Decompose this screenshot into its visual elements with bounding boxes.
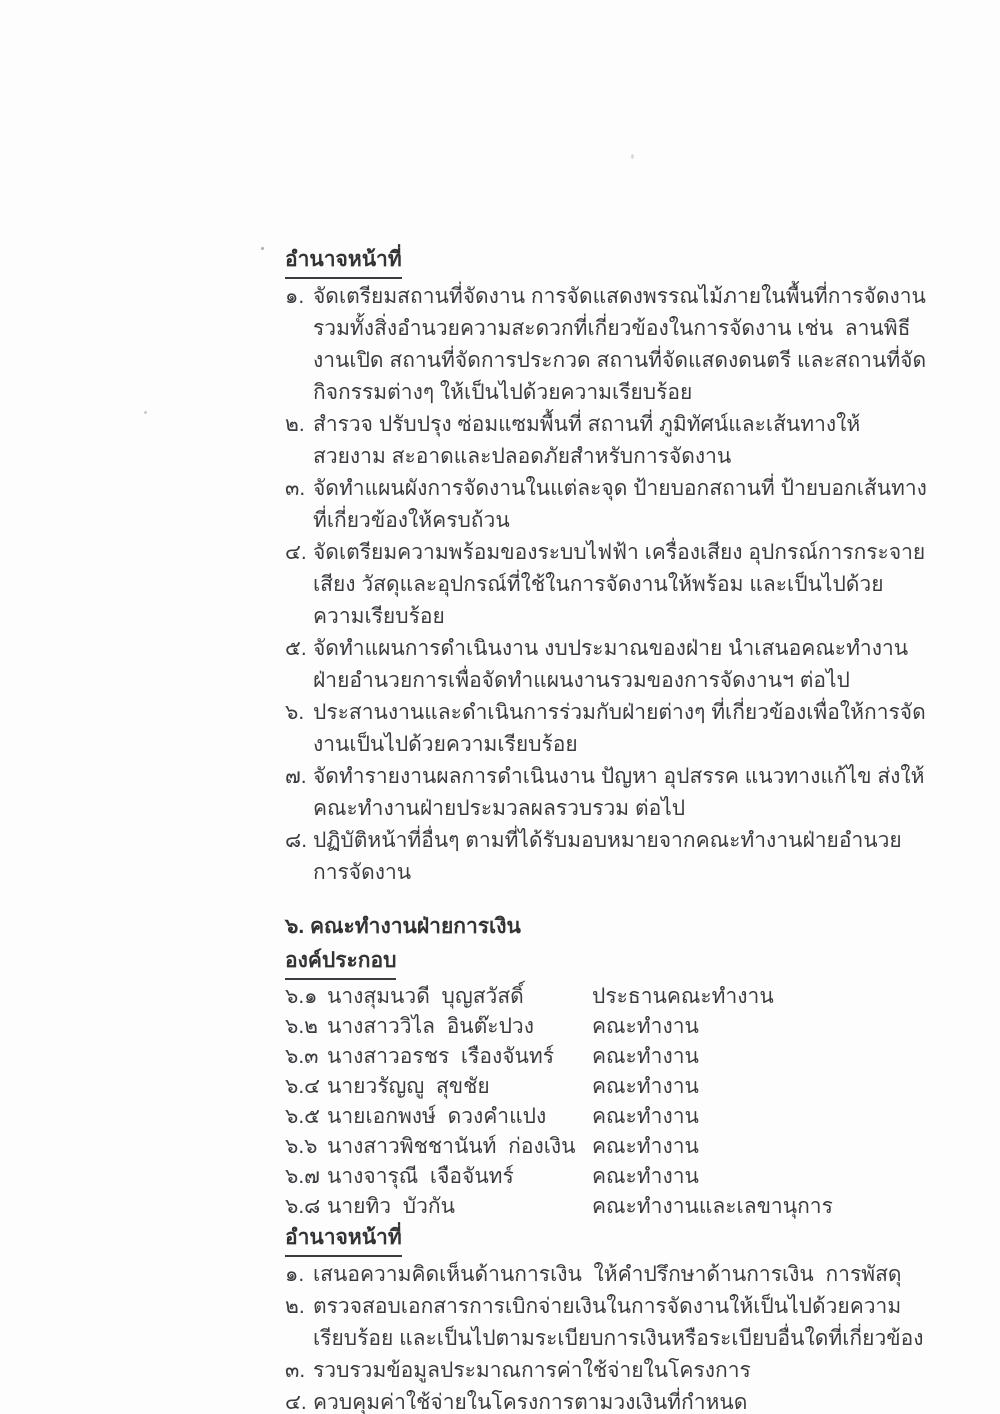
item-text: จัดเตรียมสถานที่จัดงาน การจัดแสดงพรรณไม้ภายในพื้นที่การจัดงาน รวมทั้งสิ่งอำนวยความสะดวกที่เกี่ยวข้องในการจัดงาน เช่น ลานพิธีงานเปิด สถานที่จัดการประกวด สถานที่จัดแสดงดนตรี และสถานที่จัดกิจกรรมต่างๆ ให้เป็นไปด้วยความเรียบร้อย: [313, 285, 932, 404]
member-number: ๖.๗: [285, 1165, 320, 1188]
list-item: [285, 1291, 930, 1355]
item-text: ประสานงานและดำเนินการร่วมกับฝ่ายต่างๆ ที่เกี่ยวข้องเพื่อให้การจัดงานเป็นไปด้วยความเรียบร้อย: [313, 701, 926, 756]
member-role: คณะทำงาน: [592, 1075, 699, 1098]
member-row: [285, 1132, 930, 1162]
item-text: สำรวจ ปรับปรุง ซ่อมแซมพื้นที่ สถานที่ ภูมิทัศน์และเส้นทางให้สวยงาม สะอาดและปลอดภัยสำหรับการจัดงาน: [313, 413, 861, 468]
member-name: นางสาวพิชชานันท์ ก่องเงิน: [327, 1135, 576, 1158]
member-name: นายทิว บัวกัน: [327, 1195, 455, 1218]
member-name: นางสุมนวดี บุญสวัสดิ์: [327, 985, 524, 1008]
member-name: นายเอกพงษ์ ดวงคำแปง: [327, 1105, 547, 1128]
member-number: ๖.๖: [285, 1135, 318, 1158]
item-number: ๖.: [285, 701, 305, 724]
member-role: คณะทำงานและเลขานุการ: [592, 1195, 833, 1218]
item-number: ๔.: [285, 541, 307, 564]
member-role: คณะทำงาน: [592, 1015, 699, 1038]
duties-heading-finance: [285, 1222, 930, 1257]
member-role: คณะทำงาน: [592, 1045, 699, 1068]
item-number: ๓.: [285, 1359, 306, 1382]
item-number: ๑.: [285, 1263, 305, 1286]
item-number: ๗.: [285, 765, 307, 788]
member-row: [285, 1192, 930, 1222]
item-text: ควบคุมค่าใช้จ่ายในโครงการตามวงเงินที่กำหนด: [313, 1391, 748, 1414]
member-name: นายวรัญญู สุขชัย: [327, 1075, 490, 1098]
document-content: [285, 244, 930, 1414]
duties-heading-top: [285, 244, 930, 279]
item-number: ๒.: [285, 413, 305, 436]
item-text: รวบรวมข้อมูลประมาณการค่าใช้จ่ายในโครงการ: [313, 1359, 751, 1382]
list-item: [285, 697, 930, 761]
member-name: นางสาวอรชร เรืองจันทร์: [327, 1045, 555, 1068]
item-text: จัดทำแผนการดำเนินงาน งบประมาณของฝ่าย นำเสนอคณะทำงานฝ่ายอำนวยการเพื่อจัดทำแผนงานรวมของการจัดงานฯ ต่อไป: [313, 637, 909, 692]
list-item: [285, 633, 930, 697]
composition-heading-label: องค์ประกอบ: [285, 945, 396, 980]
members-list: [285, 982, 930, 1222]
member-number: ๖.๔: [285, 1075, 321, 1098]
member-role: คณะทำงาน: [592, 1165, 699, 1188]
list-item: [285, 281, 930, 409]
duties-list-top: [285, 281, 930, 889]
scan-speck: [631, 154, 634, 159]
item-number: ๓.: [285, 477, 306, 500]
finance-section-title: ๖. คณะทำงานฝ่ายการเงิน: [285, 915, 521, 938]
item-number: ๑.: [285, 285, 305, 308]
item-number: ๒.: [285, 1295, 305, 1318]
list-item: [285, 761, 930, 825]
member-row: [285, 1162, 930, 1192]
member-number: ๖.๘: [285, 1195, 321, 1218]
item-text: ตรวจสอบเอกสารการเบิกจ่ายเงินในการจัดงานให้เป็นไปด้วยความเรียบร้อย และเป็นไปตามระเบียบการเงินหรือระเบียบอื่นใดที่เกี่ยวข้อง: [313, 1295, 924, 1350]
member-number: ๖.๑: [285, 985, 318, 1008]
member-row: [285, 1102, 930, 1132]
item-text: เสนอความคิดเห็นด้านการเงิน ให้คำปรึกษาด้านการเงิน การพัสดุ: [313, 1263, 902, 1286]
member-role: คณะทำงาน: [592, 1135, 699, 1158]
member-name: นางสาววิไล อินต๊ะปวง: [327, 1015, 534, 1038]
member-row: [285, 982, 930, 1012]
item-number: ๕.: [285, 637, 307, 660]
list-item: [285, 537, 930, 633]
member-number: ๖.๓: [285, 1045, 319, 1068]
scan-speck: [261, 247, 264, 250]
item-text: จัดเตรียมความพร้อมของระบบไฟฟ้า เครื่องเสียง อุปกรณ์การกระจายเสียง วัสดุและอุปกรณ์ที่ใช้ในการจัดงานให้พร้อม และเป็นไปด้วยความเรียบร้อย: [313, 541, 926, 628]
member-number: ๖.๒: [285, 1015, 319, 1038]
composition-heading: [285, 945, 930, 980]
list-item: [285, 1387, 930, 1414]
list-item: [285, 1355, 930, 1387]
item-number: ๘.: [285, 829, 308, 852]
scan-speck: [144, 411, 147, 414]
duties-list-finance: [285, 1259, 930, 1414]
duties-heading-finance-label: อำนาจหน้าที่: [285, 1222, 402, 1257]
member-row: [285, 1072, 930, 1102]
member-row: [285, 1012, 930, 1042]
list-item: [285, 1259, 930, 1291]
item-text: จัดทำแผนผังการจัดงานในแต่ละจุด ป้ายบอกสถานที่ ป้ายบอกเส้นทางที่เกี่ยวข้องให้ครบถ้วน: [313, 477, 927, 532]
list-item: [285, 825, 930, 889]
item-text: จัดทำรายงานผลการดำเนินงาน ปัญหา อุปสรรค แนวทางแก้ไข ส่งให้คณะทำงานฝ่ายประมวลผลรวบรวม ต่อไป: [313, 765, 925, 820]
member-role: ประธานคณะทำงาน: [592, 985, 774, 1008]
member-row: [285, 1042, 930, 1072]
member-role: คณะทำงาน: [592, 1105, 699, 1128]
item-number: ๔.: [285, 1391, 307, 1414]
list-item: [285, 473, 930, 537]
member-number: ๖.๕: [285, 1105, 321, 1128]
member-name: นางจารุณี เจือจันทร์: [327, 1165, 514, 1188]
list-item: [285, 409, 930, 473]
duties-heading-top-label: อำนาจหน้าที่: [285, 244, 402, 279]
item-text: ปฏิบัติหน้าที่อื่นๆ ตามที่ได้รับมอบหมายจากคณะทำงานฝ่ายอำนวยการจัดงาน: [313, 829, 902, 884]
